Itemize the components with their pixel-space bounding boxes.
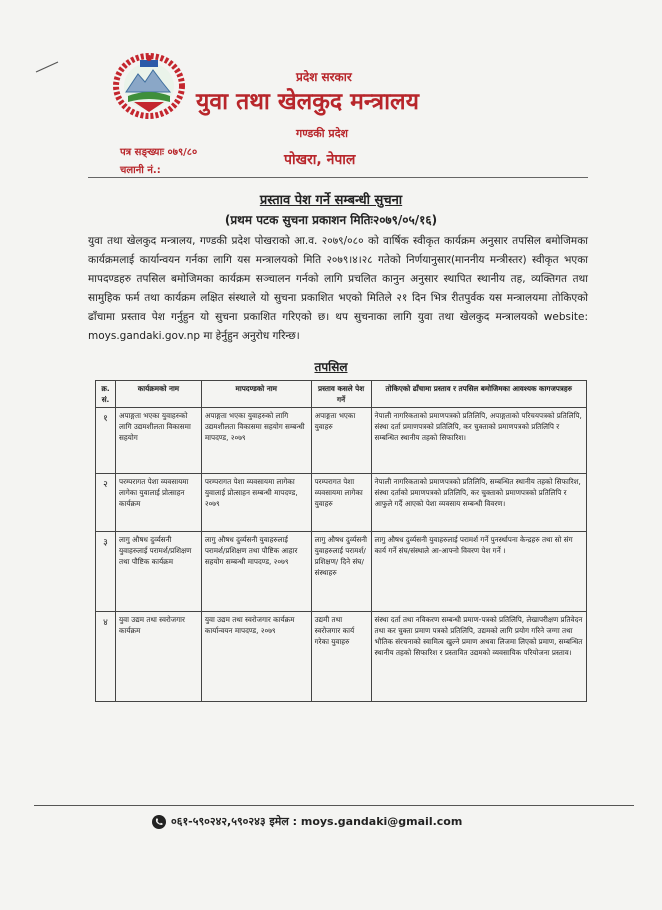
dispatch-number: चलानी नं.:: [120, 165, 161, 176]
footer-contact: [152, 814, 462, 829]
documents-cell: नेपाली नागरिकताको प्रमाणपत्रको प्रतिलिपि, सम्बन्धित स्थानीय तहको सिफारिश, संस्था दर्ताको प्रमाणपत्रको प्रतिलिपि, कर चुक्ताको प्रमाणपत्रको प्रतिलिपि र आफुले गर्दै आएको पेशा व्यवसाय सम्बन्धी विवरण।: [371, 474, 586, 532]
submitter-cell: परम्परागत पेशा व्यवसायमा लागेका युवाहरु: [311, 474, 371, 532]
table-row: [96, 474, 587, 532]
table-row: [96, 408, 587, 474]
standard-cell: परम्परागत पेशा व्यवसायमा लागेका युवालाई प्रोत्साहन सम्बन्धी मापदण्ड, २०७९: [201, 474, 311, 532]
contact-text: ०६१-५९०२४२,५९०२४३ इमेल : moys.gandaki@gmail.com: [171, 815, 463, 828]
footer-divider: [34, 805, 634, 806]
header-divider: [88, 177, 588, 178]
ministry-title: युवा तथा खेलकुद मन्त्रालय: [196, 89, 419, 115]
program-cell: लागु औषध दुर्व्यसनी युवाहरुलाई परामर्श/प्रशिक्षण तथा पौष्टिक कार्यक्रम: [115, 532, 201, 612]
schedule-heading: तपसिल: [314, 360, 348, 374]
row-number: २: [96, 474, 116, 532]
row-number: १: [96, 408, 116, 474]
pen-mark: [34, 58, 64, 74]
documents-cell: नेपाली नागरिकताको प्रमाणपत्रको प्रतिलिपि, अपाङ्गताको परिचयपत्रको प्रतिलिपि, संस्था दर्ता प्रमाणपत्रको प्रतिलिपि, कर चुक्ताको प्रमाणपत्रको प्रतिलिपि र सम्बन्धित स्थानीय तहको सिफारिश।: [371, 408, 586, 474]
standard-cell: अपाङ्गता भएका युवाहरुको लागि उद्यमशीलता विकासमा सहयोग सम्बन्धी मापदण्ड, २०७९: [201, 408, 311, 474]
submitter-cell: अपाङ्गता भएका युवाहरु: [311, 408, 371, 474]
standard-cell: लागु औषध दुर्व्यसनी युवाहरुलाई परामर्श/प्रशिक्षण तथा पौष्टिक आहार सहयोग सम्बन्धी मापदण्ड, २०७९: [201, 532, 311, 612]
letter-number: पत्र सङ्ख्याः ०७९/८०: [120, 147, 198, 158]
notice-body: युवा तथा खेलकुद मन्त्रालय, गण्डकी प्रदेश पोखराको आ.व. २०७९/०८० को वार्षिक स्वीकृत कार्यक्रम अनुसार तपसिल बमोजिमका कार्यक्रमलाई कार्यान्वयन गर्नका लागि यस मन्त्रालयको मिति २०७९।४।२८ गतेको निर्णयानुसार(माननीय मन्त्रीस्तर) स्वीकृत भएका मापदण्डहरु तपसिल बमोजिमका कार्यक्रम सञ्चालन गर्नको लागि प्रचलित कानुन अनुसार स्थापित स्थानीय तह, व्यक्तिगत तथा सामुहिक फर्म तथा कार्यक्रम लक्षित संस्थाले यो सुचना प्रकाशित भएको मितिले २१ दिन भित्र रीतपुर्वक यस मन्त्रालयमा तोकिएको ढाँचामा प्रस्ताव पेश गर्नुहुन यो सुचना प्रकाशित गरिएको छ। थप सुचनाका लागि युवा तथा खेलकुद मन्त्रालयको website: moys.gandaki.gov.np मा हेर्नुहुन अनुरोध गरिन्छ।: [88, 235, 588, 342]
city-label: पोखरा, नेपाल: [284, 152, 356, 168]
table-row: [96, 532, 587, 612]
column-header: तोकिएको ढाँचामा प्रस्ताव र तपसिल बमोजिमका आवश्यक कागजपत्रहरु: [371, 381, 586, 408]
table-row: [96, 612, 587, 702]
documents-cell: लागु औषध दुर्व्यसनी युवाहरुलाई परामर्श गर्ने पुनर्स्थापना केन्द्रहरु तथा सो संग कार्य गर्ने संघ/संस्थाले आ-आफ्नो विवरण पेश गर्ने ।: [371, 532, 586, 612]
column-header: क्र. सं.: [96, 381, 116, 408]
nepal-emblem-icon: [112, 52, 186, 120]
notice-subtitle: (प्रथम पटक सुचना प्रकाशन मितिः२०७९/०५/१६): [224, 213, 438, 227]
province-label: गण्डकी प्रदेश: [296, 127, 349, 140]
phone-icon: [152, 815, 166, 829]
schedule-table: [95, 380, 587, 702]
standard-cell: युवा उद्यम तथा स्वरोजगार कार्यक्रम कार्यान्वयन मापदण्ड, २०७९: [201, 612, 311, 702]
program-cell: युवा उद्यम तथा स्वरोजगार कार्यक्रम: [115, 612, 201, 702]
submitter-cell: लागु औषध दुर्व्यसनी युवाहरुलाई परामर्श/प्रशिक्षण/ दिने संघ/ संस्थाहरु: [311, 532, 371, 612]
program-cell: अपाङ्गता भएका युवाहरुको लागि उद्यमशीलता विकासमा सहयोग: [115, 408, 201, 474]
table-header-row: [96, 381, 587, 408]
column-header: कार्यक्रमको नाम: [115, 381, 201, 408]
notice-title: प्रस्ताव पेश गर्ने सम्बन्धी सुचना: [259, 193, 403, 208]
row-number: ३: [96, 532, 116, 612]
column-header: मापदण्डको नाम: [201, 381, 311, 408]
government-label: प्रदेश सरकार: [296, 70, 352, 84]
documents-cell: संस्था दर्ता तथा नविकरण सम्बन्धी प्रमाण-पत्रको प्रतिलिपि, लेखापरीक्षण प्रतिवेदन तथा कर चुक्ता प्रमाण पत्रको प्रतिलिपि, उद्यमको लागि प्रयोग गरिने जग्गा तथा भौतिक संरचनाको स्वामित्व खुल्ने प्रमाण अथवा लिजमा लिएको प्रमाण, सम्बन्धित स्थानीय तहको सिफारिश र प्रस्तावित उद्यमको व्यवसायिक परियोजना प्रस्ताव।: [371, 612, 586, 702]
row-number: ४: [96, 612, 116, 702]
program-cell: परम्परागत पेशा व्यवसायमा लागेका युवालाई प्रोत्साहन कार्यक्रम: [115, 474, 201, 532]
submitter-cell: उद्यमी तथा स्वरोजगार कार्य गरेका युवाहरु: [311, 612, 371, 702]
column-header: प्रस्ताव कसले पेश गर्ने: [311, 381, 371, 408]
